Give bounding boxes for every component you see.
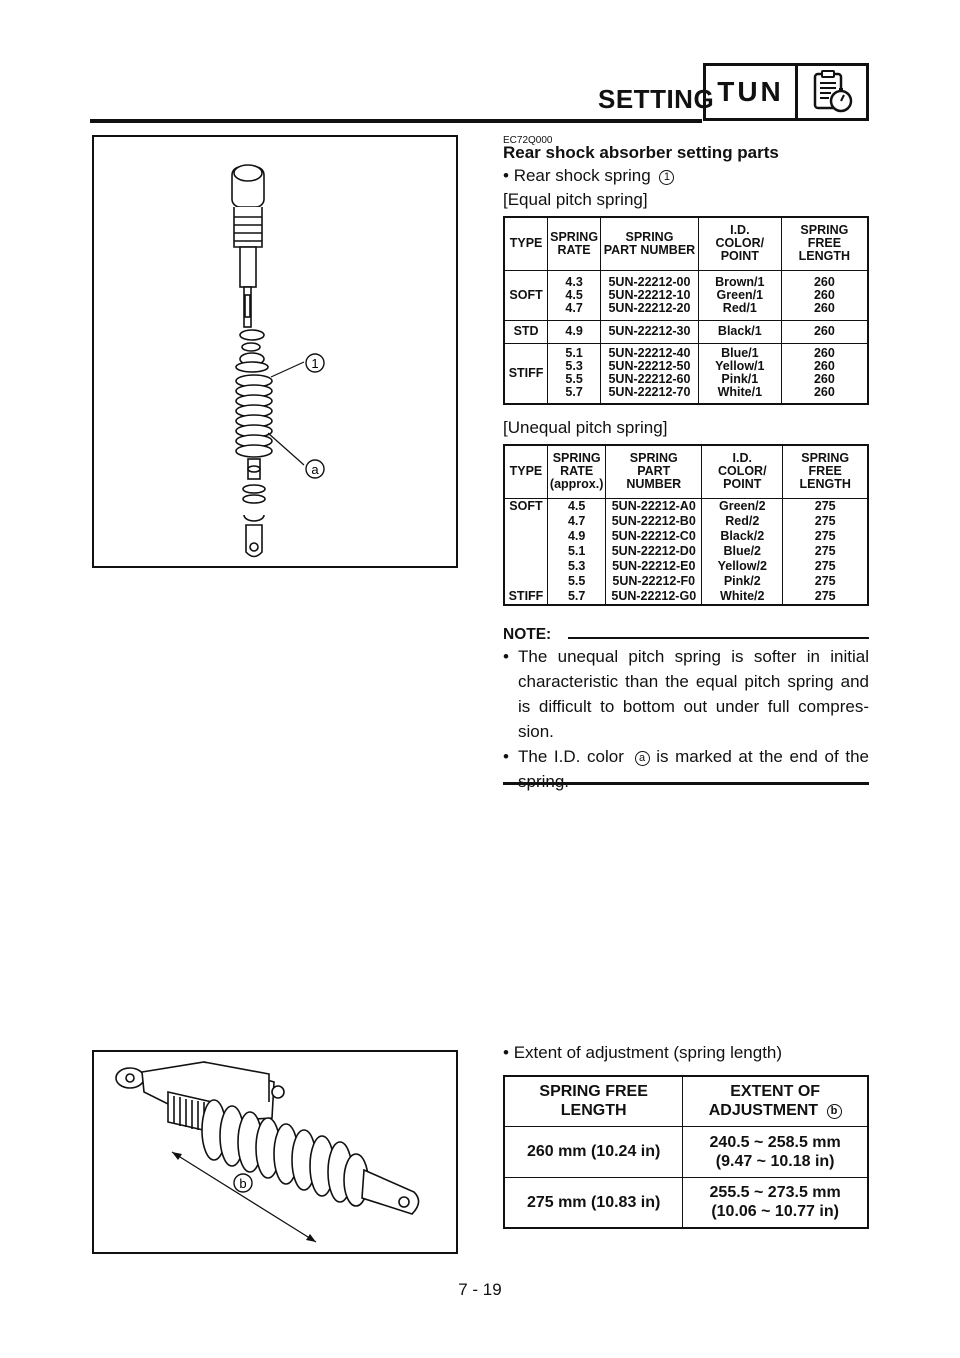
bullet-extent-of-adjustment [503, 1043, 782, 1063]
table-row [504, 1177, 868, 1228]
callout-1-label: 1 [311, 356, 319, 371]
adjustment-table [503, 1075, 869, 1229]
cell-free-length: 275 [783, 529, 868, 544]
table-row [504, 514, 868, 529]
table-header-row [504, 217, 868, 270]
cell-id-color: Black/1 [698, 320, 781, 343]
cell-free-length: 275 [783, 514, 868, 529]
cell-free-length: 260 260 260 [781, 270, 868, 320]
col-header-spring-free-length: SPRING FREE LENGTH [504, 1076, 683, 1126]
note-item-text-after: is marked at the end of the [656, 747, 869, 766]
col-header-extent-of-adjustment [683, 1076, 868, 1126]
col-header-free-length: SPRING FREE LENGTH [781, 217, 868, 270]
cell-rate: 5.1 5.3 5.5 5.7 [548, 343, 601, 404]
cell-rate: 5.1 [547, 544, 605, 559]
section-badge [703, 63, 869, 121]
cell-type: SOFT [504, 270, 548, 320]
page-number: 7 - 19 [458, 1280, 502, 1299]
cell-rate: 5.3 [547, 559, 605, 574]
note-item [503, 644, 869, 744]
cell-free-length: 260 [781, 320, 868, 343]
shock-absorber-exploded-illustration [94, 137, 456, 566]
note-item-text-before: The I.D. color [518, 747, 624, 766]
table-row [504, 574, 868, 589]
col-header-id-color: I.D. COLOR/ POINT [702, 445, 783, 498]
cell-id-color: Pink/2 [702, 574, 783, 589]
col-header-type: TYPE [504, 445, 547, 498]
cell-part-number: 5UN-22212-G0 [606, 589, 702, 605]
bullet-dot: • [503, 747, 509, 766]
table-row [504, 529, 868, 544]
equal-pitch-caption: [Equal pitch spring] [503, 190, 648, 209]
table-header-row [504, 1076, 868, 1126]
cell-rate: 4.5 [547, 498, 605, 514]
bullet-dot: • [503, 1043, 509, 1062]
cell-free-length: 275 [783, 498, 868, 514]
bullet-dot: • [503, 166, 509, 185]
shock-absorber-exploded-figure [92, 135, 458, 568]
cell-rate: 4.9 [547, 529, 605, 544]
cell-spring-free-length: 260 mm (10.24 in) [504, 1126, 683, 1177]
note-top-rule [568, 637, 869, 639]
cell-free-length: 275 [783, 559, 868, 574]
cell-extent: 240.5 ~ 258.5 mm (9.47 ~ 10.18 in) [683, 1126, 868, 1177]
bullet-rear-shock-spring-text: Rear shock spring [513, 166, 651, 185]
cell-free-length: 275 [783, 574, 868, 589]
shock-absorber-assembled-figure [92, 1050, 458, 1254]
col-header-free-length: SPRING FREE LENGTH [783, 445, 868, 498]
cell-rate: 5.7 [547, 589, 605, 605]
cell-part-number: 5UN-22212-30 [601, 320, 699, 343]
col-header-id-color: I.D. COLOR/ POINT [698, 217, 781, 270]
cell-extent: 255.5 ~ 273.5 mm (10.06 ~ 10.77 in) [683, 1177, 868, 1228]
cell-free-length: 275 [783, 544, 868, 559]
bullet-rear-shock-spring [503, 166, 674, 186]
header-rule [90, 119, 702, 123]
cell-part-number: 5UN-22212-E0 [606, 559, 702, 574]
unequal-pitch-caption: [Unequal pitch spring] [503, 418, 668, 437]
table-row [504, 544, 868, 559]
cell-id-color: Green/2 [702, 498, 783, 514]
cell-type [504, 574, 547, 589]
table-row [504, 270, 868, 320]
table-row [504, 559, 868, 574]
col-header-extent-text: EXTENT OF ADJUSTMENT [708, 1083, 821, 1120]
callout-b-label: b [239, 1176, 247, 1191]
cell-id-color: Blue/1 Yellow/1 Pink/1 White/1 [698, 343, 781, 404]
cell-part-number: 5UN-22212-D0 [606, 544, 702, 559]
ref-circle-b: b [827, 1104, 842, 1119]
equal-pitch-spring-table [503, 216, 869, 405]
cell-type: STIFF [504, 343, 548, 404]
unequal-pitch-spring-table [503, 444, 869, 606]
cell-id-color: Yellow/2 [702, 559, 783, 574]
section-code: EC72Q000 [503, 135, 553, 146]
col-header-rate: SPRING RATE (approx.) [547, 445, 605, 498]
cell-part-number: 5UN-22212-40 5UN-22212-50 5UN-22212-60 5UN-22212-70 [601, 343, 699, 404]
section-title: Rear shock absorber setting parts [503, 143, 779, 162]
cell-part-number: 5UN-22212-A0 [606, 498, 702, 514]
cell-rate: 4.9 [548, 320, 601, 343]
section-badge-label: TUN [706, 66, 798, 118]
table-row [504, 589, 868, 605]
table-row [504, 343, 868, 404]
cell-type [504, 514, 547, 529]
cell-id-color: Red/2 [702, 514, 783, 529]
cell-type: STIFF [504, 589, 547, 605]
table-row [504, 320, 868, 343]
note-heading: NOTE: [503, 626, 552, 643]
cell-rate: 4.7 [547, 514, 605, 529]
checklist-stopwatch-icon [798, 66, 866, 118]
cell-id-color: White/2 [702, 589, 783, 605]
cell-part-number: 5UN-22212-00 5UN-22212-10 5UN-22212-20 [601, 270, 699, 320]
cell-id-color: Blue/2 [702, 544, 783, 559]
note-item-text: The unequal pitch spring is softer in initial characteristic than the equal pitch spring and is difficult to bottom out under full compres- sion. [518, 647, 869, 741]
table-header-row [504, 445, 868, 498]
note-item [503, 744, 869, 794]
cell-type [504, 544, 547, 559]
col-header-part-number: SPRING PART NUMBER [601, 217, 699, 270]
cell-type: STD [504, 320, 548, 343]
col-header-part-number: SPRING PART NUMBER [606, 445, 702, 498]
cell-part-number: 5UN-22212-C0 [606, 529, 702, 544]
cell-spring-free-length: 275 mm (10.83 in) [504, 1177, 683, 1228]
col-header-rate: SPRING RATE [548, 217, 601, 270]
cell-type: SOFT [504, 498, 547, 514]
cell-id-color: Black/2 [702, 529, 783, 544]
note-bottom-rule [503, 782, 869, 785]
note-body [503, 644, 869, 794]
page-title: SETTING [598, 84, 715, 114]
cell-id-color: Brown/1 Green/1 Red/1 [698, 270, 781, 320]
bullet-dot: • [503, 647, 509, 666]
cell-rate: 4.3 4.5 4.7 [548, 270, 601, 320]
col-header-type: TYPE [504, 217, 548, 270]
cell-type [504, 559, 547, 574]
bullet-extent-text: Extent of adjustment (spring length) [513, 1043, 783, 1062]
ref-circle-a: a [635, 751, 650, 766]
cell-part-number: 5UN-22212-B0 [606, 514, 702, 529]
table-row [504, 1126, 868, 1177]
table-row [504, 498, 868, 514]
callout-a-label: a [311, 462, 319, 477]
cell-free-length: 275 [783, 589, 868, 605]
cell-free-length: 260 260 260 260 [781, 343, 868, 404]
shock-absorber-assembled-illustration [94, 1052, 456, 1252]
ref-circle-1: 1 [659, 170, 674, 185]
cell-type [504, 529, 547, 544]
cell-part-number: 5UN-22212-F0 [606, 574, 702, 589]
cell-rate: 5.5 [547, 574, 605, 589]
